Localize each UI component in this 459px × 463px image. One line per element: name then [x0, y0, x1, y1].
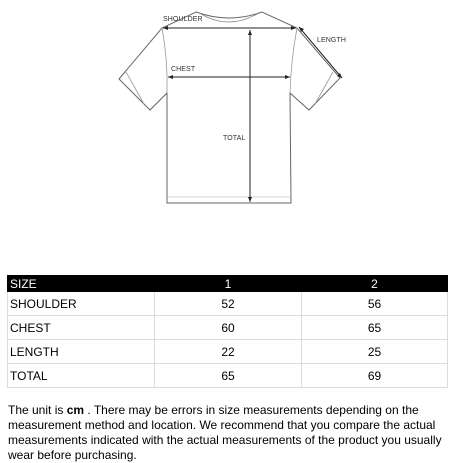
size-2-value: 65	[302, 316, 448, 340]
note-suffix: . There may be errors in size measurements depending on the measurement method and location. We recommend that you compare the actual measurements indicated with the actual measurements of the product you usually wear before purchasing.	[8, 403, 442, 462]
chest-label: CHEST	[171, 66, 196, 73]
row-label: CHEST	[8, 316, 155, 340]
size-chart-table	[7, 275, 448, 388]
size-2-value: 25	[302, 340, 448, 364]
note-prefix: The unit is	[8, 403, 67, 417]
size-1-header: 1	[155, 276, 302, 292]
size-2-value: 56	[302, 292, 448, 316]
size-header: SIZE	[8, 276, 155, 292]
table-row	[8, 316, 448, 340]
table-row	[8, 340, 448, 364]
row-label: TOTAL	[8, 364, 155, 388]
size-disclaimer-note	[8, 403, 453, 463]
note-unit: cm	[66, 403, 85, 417]
tshirt-measurement-diagram	[0, 0, 459, 230]
sleeve-length-label: LENGTH	[317, 37, 346, 44]
tshirt-outline-icon	[0, 0, 459, 230]
table-row	[8, 292, 448, 316]
row-label: SHOULDER	[8, 292, 155, 316]
size-1-value: 60	[155, 316, 302, 340]
row-label: LENGTH	[8, 340, 155, 364]
size-2-header: 2	[302, 276, 448, 292]
table-row	[8, 364, 448, 388]
total-label: TOTAL	[223, 135, 246, 142]
size-1-value: 22	[155, 340, 302, 364]
size-table-header-row	[8, 276, 448, 292]
size-1-value: 65	[155, 364, 302, 388]
size-2-value: 69	[302, 364, 448, 388]
size-1-value: 52	[155, 292, 302, 316]
shoulder-label: SHOULDER	[163, 16, 203, 23]
